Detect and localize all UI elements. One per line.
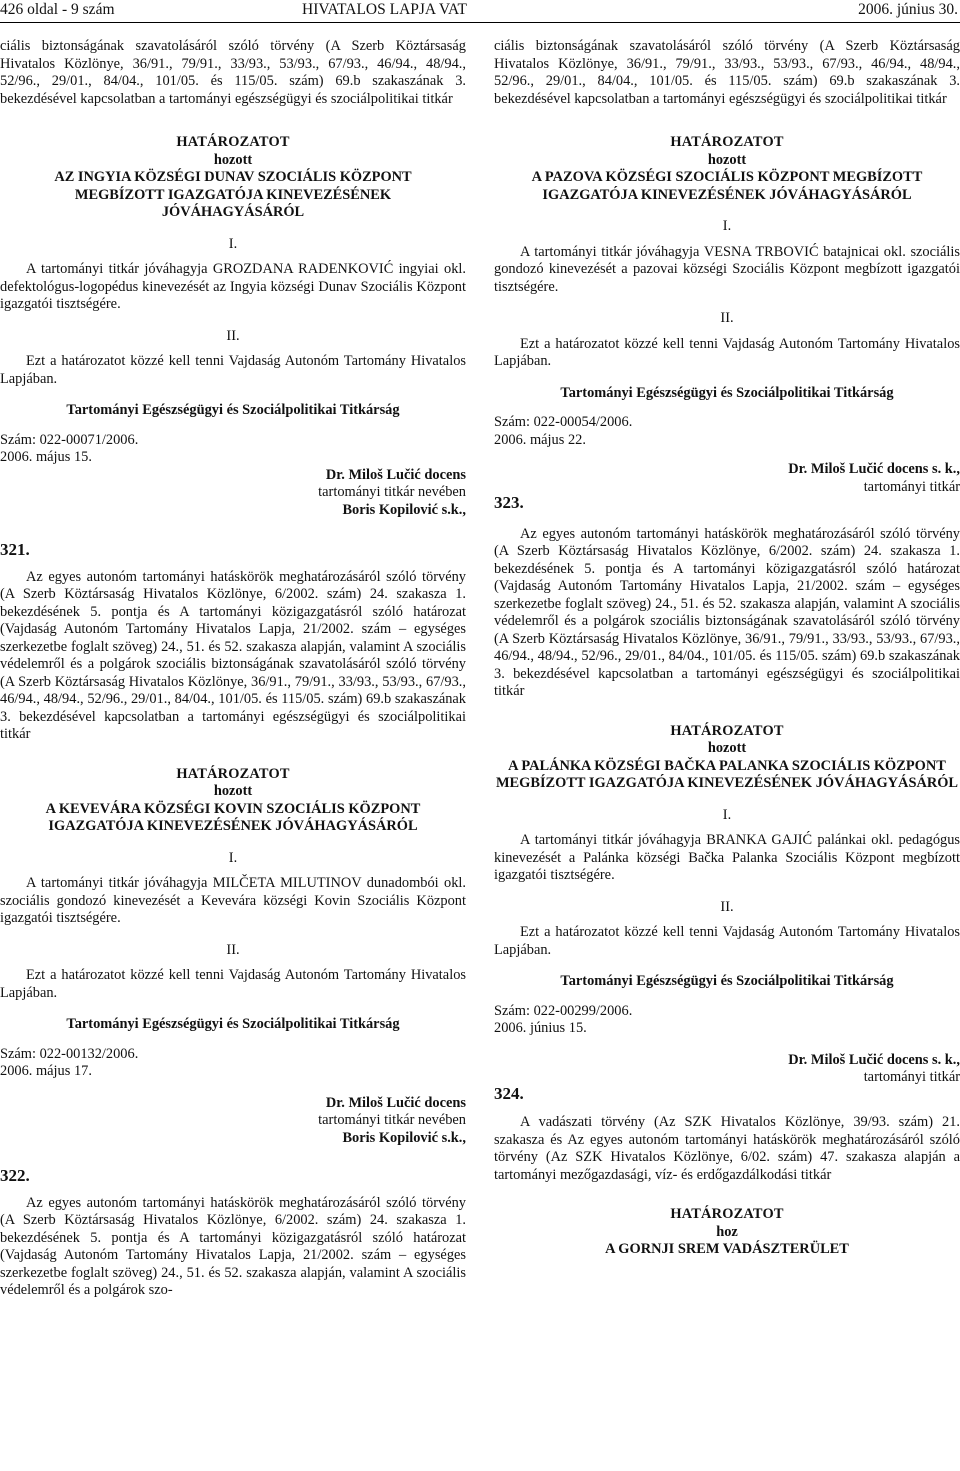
signatory-role: tartományi titkár [863, 1069, 960, 1085]
publication-title: HIVATALOS LAPJA VAT [302, 1, 467, 18]
signatory-name: Dr. Miloš Lučić docens s. k., [788, 461, 960, 477]
section-text: A tartományi titkár jóváhagyja GROZDANA RADENKOVIĆ ingyiai okl. defektológus-logopédus kinevezését az Ingyia községi Dunav Szociális Központ igazgatói tisztségére. [0, 261, 466, 312]
right-column [494, 38, 960, 1259]
hozott-label: hozott [707, 740, 747, 756]
hozott-label: hozott [213, 151, 253, 168]
document-number: Szám: 022-00054/2006. [494, 414, 633, 430]
page-number: 426 oldal - 9 szám [0, 1, 115, 18]
hatarozatot-heading: HATÁROZATOT [176, 134, 290, 150]
intro-paragraph: ciális biztonságának szavatolásáról szóló törvény (A Szerb Köztársaság Hivatalos Közlönye, 36/91., 79/91., 33/93., 53/93., 67/93., 46/94., 48/94., 52/96., 29/01., 84/04., 101/05. és 115/05. szám) 69.b szakaszának 3. bekezdésével kapcsolatban a tartományi egészségügyi és szociálpolitikai titkár [0, 38, 466, 107]
section-text: A tartományi titkár jóváhagyja VESNA TRBOVIĆ batajnicai okl. szociális gondozó kinevezését a pazovai községi Szociális Központ megbízott igazgatói tisztségére. [494, 243, 960, 295]
preamble-paragraph: A vadászati törvény (Az SZK Hivatalos Közlönye, 39/93. szám) 21. szakasza és Az egyes autonóm tartományi hatáskörök meghatározásáról szóló törvény (Az SZK Hivatalos Közlönye, 6/02. szám) 47. szakasza alapján a tartományi mezőgazdasági, víz- és erdőgazdálkodási titkár [494, 1114, 960, 1183]
document-date: 2006. május 15. [0, 449, 92, 465]
page-header [0, 0, 960, 24]
section-text: Ezt a határozatot közzé kell tenni Vajdaság Autonóm Tartomány Hivatalos Lapjában. [0, 353, 466, 387]
preamble-paragraph: Az egyes autonóm tartományi hatáskörök meghatározásáról szóló törvény (A Szerb Köztársaság Hivatalos Közlönye, 6/2002. szám) 24. szakasza 1. bekezdésének 5. pontja és A tartományi közigazgatásról szóló határozat (Vajdaság Autonóm Tartomány Hivatalos Lapja, 21/2002. szám – egységes szerkezetbe foglalt szöveg) 24., 51. és 52. szakasza alapján, valamint A szociális védelemről és a polgárok szociális biztonságának szavatolásáról szóló törvény (A Szerb Köztársaság Hivatalos Közlönye, 36/91., 79/91., 33/93., 53/93., 67/93., 46/94., 48/94., 52/96., 29/01., 84/04., 101/05. és 115/05. szám) 69.b szakaszának 3. bekezdésével kapcsolatban a tartományi egészségügyi és szociálpolitikai titkár [494, 525, 960, 699]
section-number: II. [720, 898, 734, 915]
document-date: 2006. június 15. [494, 1020, 587, 1036]
hatarozatot-heading: HATÁROZATOT [176, 765, 290, 782]
decision-title: A PAZOVA KÖZSÉGI SZOCIÁLIS KÖZPONT MEGBÍZOTT IGAZGATÓJA KINEVEZÉSÉNEK JÓVÁHAGYÁSÁRÓL [531, 169, 923, 203]
entry-number: 324. [494, 1083, 524, 1103]
section-number: II. [720, 310, 734, 326]
section-number: II. [226, 327, 240, 344]
hozott-label: hozott [707, 151, 747, 168]
intro-paragraph: ciális biztonságának szavatolásáról szóló törvény (A Szerb Köztársaság Hivatalos Közlönye, 36/91., 79/91., 33/93., 53/93., 67/93., 46/94., 48/94., 52/96., 29/01., 84/04., 101/05. és 115/05. szám) 69.b szakaszának 3. bekezdésével kapcsolatban a tartományi egészségügyi és szociálpolitikai titkár [494, 38, 960, 107]
left-column [0, 38, 466, 1300]
preamble-paragraph: Az egyes autonóm tartományi hatáskörök meghatározásáról szóló törvény (A Szerb Köztársaság Hivatalos Közlönye, 6/2002. szám) 24. szakasza 1. bekezdésének 5. pontja és A tartományi közigazgatásról szóló határozat (Vajdaság Autonóm Tartomány Hivatalos Lapja, 21/2002. szám – egységes szerkezetbe foglalt szöveg) 24., 51. és 52. szakasza alapján, valamint A szociális védelemről és a polgárok szociális biztonságának szavatolásáról szóló törvény (A Szerb Köztársaság Hivatalos Közlönye, 36/91., 79/91., 33/93., 53/93., 67/93., 46/94., 48/94., 52/96., 29/01., 84/04., 101/05. és 115/05. szám) 69.b szakaszának 3. bekezdésével kapcsolatban a tartományi egészségügyi és szociálpolitikai titkár [0, 568, 466, 742]
document-number: Szám: 022-00071/2006. [0, 431, 139, 448]
signatory-role: tartományi titkár [863, 478, 960, 495]
issuer-name: Tartományi Egészségügyi és Szociálpolitikai Titkárság [560, 973, 894, 989]
issuer-name: Tartományi Egészségügyi és Szociálpolitikai Titkárság [66, 1016, 400, 1032]
decision-title: AZ INGYIA KÖZSÉGI DUNAV SZOCIÁLIS KÖZPONT MEGBÍZOTT IGAZGATÓJA KINEVEZÉSÉNEK JÓVÁHAGYÁSÁRÓL [54, 169, 412, 220]
hatarozatot-heading: HATÁROZATOT [670, 1206, 784, 1222]
entry-number: 323. [494, 493, 524, 512]
document-date: 2006. május 22. [494, 431, 586, 448]
decision-title: A PALÁNKA KÖZSÉGI BAČKA PALANKA SZOCIÁLIS KÖZPONT MEGBÍZOTT IGAZGATÓJA KINEVEZÉSÉNEK JÓVÁHAGYÁSÁRÓL [495, 757, 959, 791]
entry-number: 321. [0, 540, 30, 559]
section-number: I. [228, 849, 238, 866]
signatory-name: Dr. Miloš Lučić docens s. k., [788, 1051, 960, 1068]
decision-title: A GORNJI SREM VADÁSZTERÜLET [605, 1241, 849, 1257]
section-number: I. [228, 235, 238, 252]
hatarozatot-heading: HATÁROZATOT [670, 134, 784, 150]
hatarozatot-heading: HATÁROZATOT [670, 722, 784, 739]
signatory-role: tartományi titkár nevében [318, 484, 466, 500]
signatory-name: Dr. Miloš Lučić docens [325, 466, 466, 483]
hoz-label: hoz [716, 1223, 738, 1240]
section-text: Ezt a határozatot közzé kell tenni Vajdaság Autonóm Tartomány Hivatalos Lapjában. [494, 335, 960, 369]
section-text: Ezt a határozatot közzé kell tenni Vajdaság Autonóm Tartomány Hivatalos Lapjában. [0, 967, 466, 1001]
issuer-name: Tartományi Egészségügyi és Szociálpolitikai Titkárság [66, 402, 400, 418]
issuer-name: Tartományi Egészségügyi és Szociálpolitikai Titkárság [560, 384, 894, 401]
signatory-name: Boris Kopilović s.k., [342, 1129, 466, 1146]
section-text: A tartományi titkár jóváhagyja MILČETA MILUTINOV dunadombói okl. szociális gondozó kinevezését a Kevevára községi Kovin Szociális Központ igazgatói tisztségére. [0, 875, 466, 926]
section-text: Ezt a határozatot közzé kell tenni Vajdaság Autonóm Tartomány Hivatalos Lapjában. [494, 924, 960, 958]
document-date: 2006. május 17. [0, 1063, 92, 1079]
section-text: A tartományi titkár jóváhagyja BRANKA GAJIĆ palánkai okl. pedagógus kinevezését a Palánka községi Bačka Palanka Szociális Központ megbízott igazgatói tisztségére. [494, 832, 960, 883]
document-number: Szám: 022-00132/2006. [0, 1045, 139, 1062]
signatory-name: Boris Kopilović s.k., [342, 501, 466, 518]
document-number: Szám: 022-00299/2006. [494, 1002, 633, 1019]
issue-date: 2006. június 30. [858, 1, 958, 18]
preamble-paragraph: Az egyes autonóm tartományi hatáskörök meghatározásáról szóló törvény (A Szerb Köztársaság Hivatalos Közlönye, 6/2002. szám) 24. szakasza 1. bekezdésének 5. pontja és A tartományi közigazgatásról szóló határozat (Vajdaság Autonóm Tartomány Hivatalos Lapja, 21/2002. szám – egységes szerkezetbe foglalt szöveg) 24., 51. és 52. szakasza alapján, valamint A szociális védelemről és a polgárok szo- [0, 1194, 466, 1298]
header-rule [0, 22, 960, 23]
section-number: I. [722, 806, 732, 823]
hozott-label: hozott [213, 783, 253, 799]
signatory-name: Dr. Miloš Lučić docens [325, 1094, 466, 1111]
decision-title: A KEVEVÁRA KÖZSÉGI KOVIN SZOCIÁLIS KÖZPONT IGAZGATÓJA KINEVEZÉSÉNEK JÓVÁHAGYÁSÁRÓL [45, 800, 421, 834]
section-number: II. [226, 941, 240, 958]
entry-number: 322. [0, 1166, 30, 1185]
section-number: I. [722, 218, 732, 234]
signatory-role: tartományi titkár nevében [318, 1112, 466, 1128]
